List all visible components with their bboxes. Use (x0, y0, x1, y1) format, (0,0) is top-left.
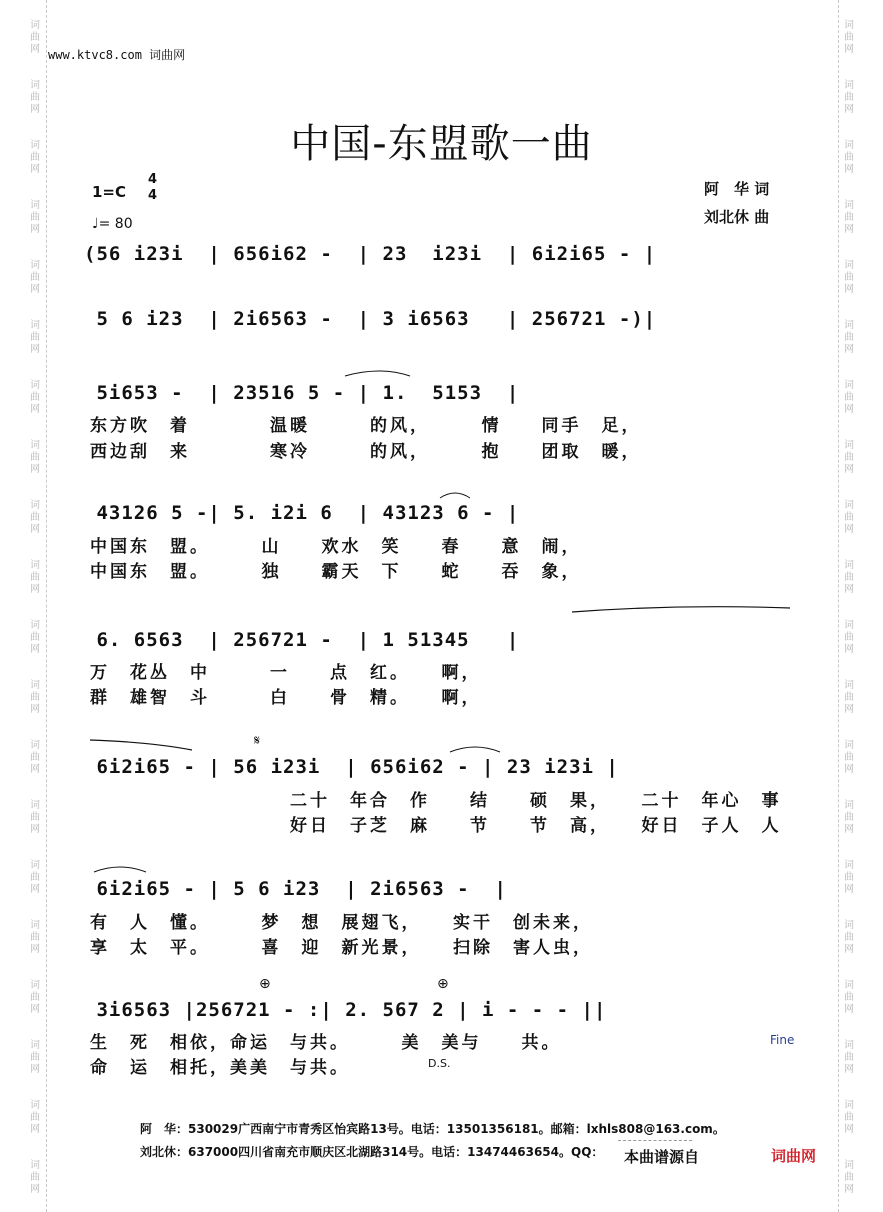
brand-logo: 词曲网 (771, 1147, 817, 1165)
watermark-text: 词 曲 网 (30, 920, 40, 955)
fine-mark: Fine (770, 1033, 795, 1047)
tempo-marking: ♩= 80 (92, 216, 133, 232)
notation-line-3: 5i653 - | 23516 5 - | 1. 5153 | (84, 382, 520, 404)
watermark-text: 词 曲 网 (844, 560, 854, 595)
watermark-text: 词 曲 网 (844, 440, 854, 475)
watermark-text: 词 曲 网 (30, 560, 40, 595)
notation-line-4: 43126 5 -| 5. i2i 6 | 43123 6 - | (84, 502, 520, 524)
lyric-line-5-verse-2: 群 雄智 斗 白 骨 精。 啊， (90, 688, 482, 708)
lyric-line-7-verse-2: 享 太 平。 喜 迎 新光景， 扫除 害人虫， (90, 938, 593, 958)
watermark-text: 词 曲 网 (844, 200, 854, 235)
lyric-line-4-verse-1: 中国东 盟。 山 欢水 笑 春 意 闹， (90, 537, 582, 557)
slur-6 (94, 867, 146, 872)
footer-composer-contact: 刘北休：637000四川省南充市顺庆区北湖路314号。电话：13474463654。QQ： (140, 1145, 604, 1159)
lyric-line-5-verse-1: 万 花丛 中 一 点 红。 啊， (90, 663, 482, 683)
redacted-qq (618, 1140, 692, 1145)
watermark-text: 词 曲 网 (30, 20, 40, 55)
watermark-text: 词 曲 网 (30, 620, 40, 655)
lyric-line-8-verse-1: 生 死 相依，命运 与共。 美 美与 共。 (90, 1033, 562, 1053)
watermark-text: 词 曲 网 (844, 20, 854, 55)
segno-mark: 𝄋 (254, 733, 261, 749)
lyricist-credit: 阿 华 词 (704, 180, 770, 198)
watermark-text: 词 曲 网 (30, 1160, 40, 1195)
watermark-text: 词 曲 网 (844, 80, 854, 115)
watermark-text: 词 曲 网 (30, 80, 40, 115)
watermark-text: 词 曲 网 (30, 440, 40, 475)
coda-mark-1: ⊕ (259, 976, 271, 992)
notation-line-6: 6i2i65 - | 56 i23i | 656i62 - | 23 i23i | (84, 756, 619, 778)
watermark-text: 词 曲 网 (844, 1160, 854, 1195)
watermark-text: 词 曲 网 (30, 1040, 40, 1075)
lyric-line-7-verse-1: 有 人 懂。 梦 想 展翅飞， 实干 创未来， (90, 913, 593, 933)
watermark-text: 词 曲 网 (30, 260, 40, 295)
lyric-line-8-verse-2: 命 运 相托，美美 与共。 (90, 1058, 350, 1078)
watermark-text: 词 曲 网 (844, 920, 854, 955)
watermark-text: 词 曲 网 (30, 860, 40, 895)
lyric-line-3-verse-2: 西边刮 来 寒冷 的风， 抱 团取 暖， (90, 442, 642, 462)
watermark-text: 词 曲 网 (844, 380, 854, 415)
ds-mark: D.S. (428, 1057, 451, 1070)
notation-line-8: 3i6563 |256721 - :| 2. 567 2 | i - - - || (84, 999, 607, 1021)
watermark-text: 词 曲 网 (844, 980, 854, 1015)
footer-lyricist-contact: 阿 华：530029广西南宁市青秀区怡宾路13号。电话：13501356181。邮箱：lxhls808@163.com。 (140, 1122, 725, 1136)
watermark-text: 词 曲 网 (30, 380, 40, 415)
song-title: 中国-东盟歌一曲 (290, 121, 593, 167)
composer-credit: 刘北休 曲 (704, 208, 770, 226)
watermark-text: 词 曲 网 (30, 140, 40, 175)
source-note: 本曲谱源自 (624, 1148, 700, 1166)
notation-line-5: 6. 6563 | 256721 - | 1 51345 | (84, 629, 520, 651)
watermark-text: 词 曲 网 (844, 500, 854, 535)
watermark-text: 词 曲 网 (30, 500, 40, 535)
lyric-line-4-verse-2: 中国东 盟。 独 霸天 下 蛇 吞 象， (90, 562, 582, 582)
watermark-text: 词 曲 网 (844, 740, 854, 775)
lyric-line-3-verse-1: 东方吹 着 温暖 的风， 情 同手 足， (90, 416, 642, 436)
watermark-text: 词 曲 网 (30, 320, 40, 355)
lyric-line-6-verse-2: 好日 子芝 麻 节 节 高， 好日 子人 人 (90, 816, 782, 836)
watermark-text: 词 曲 网 (30, 680, 40, 715)
lyric-line-6-verse-1: 二十 年合 作 结 硕 果， 二十 年心 事 (90, 791, 782, 811)
long-slur-2 (90, 740, 192, 750)
notation-line-2: 5 6 i23 | 2i6563 - | 3 i6563 | 256721 -)| (84, 308, 657, 330)
watermark-text: 词 曲 网 (844, 860, 854, 895)
watermark-text: 词 曲 网 (30, 980, 40, 1015)
key-signature: 1=C (92, 183, 127, 201)
slur-5 (450, 747, 500, 752)
time-signature-bottom: 4 (148, 188, 158, 203)
watermark-text: 词 曲 网 (844, 1040, 854, 1075)
watermark-text: 词 曲 网 (30, 800, 40, 835)
watermark-text: 词 曲 网 (30, 740, 40, 775)
long-slur-1 (572, 607, 790, 612)
watermark-text: 词 曲 网 (30, 1100, 40, 1135)
watermark-text: 词 曲 网 (844, 680, 854, 715)
notation-line-1: (56 i23i | 656i62 - | 23 i23i | 6i2i65 - | (84, 243, 657, 265)
time-signature-top: 4 (148, 172, 158, 187)
coda-mark-2: ⊕ (437, 976, 449, 992)
watermark-text: 词 曲 网 (844, 800, 854, 835)
site-url: www.ktvc8.com 词曲网 (48, 48, 186, 62)
watermark-text: 词 曲 网 (844, 140, 854, 175)
slur-3 (345, 371, 410, 376)
watermark-text: 词 曲 网 (30, 200, 40, 235)
watermark-text: 词 曲 网 (844, 260, 854, 295)
watermark-text: 词 曲 网 (844, 1100, 854, 1135)
notation-line-7: 6i2i65 - | 5 6 i23 | 2i6563 - | (84, 878, 507, 900)
slur-4 (440, 493, 470, 498)
watermark-text: 词 曲 网 (844, 320, 854, 355)
watermark-text: 词 曲 网 (844, 620, 854, 655)
